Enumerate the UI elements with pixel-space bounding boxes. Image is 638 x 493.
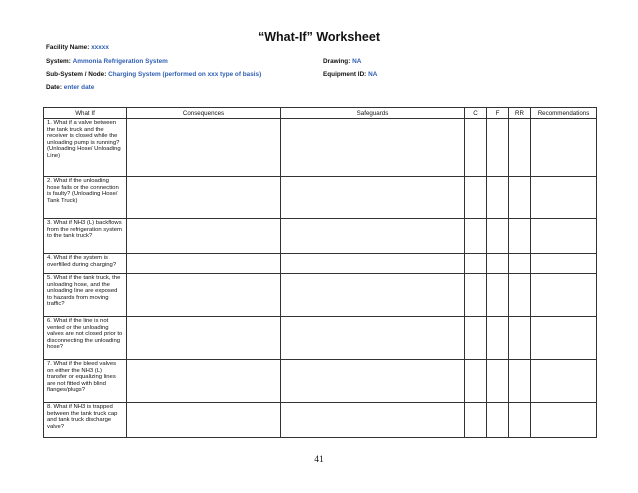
rr-cell[interactable] bbox=[509, 254, 531, 274]
what-if-cell: 3. What if NH3 (L) backflows from the refrigeration system to the tank truck? bbox=[44, 219, 127, 254]
safeguards-cell[interactable] bbox=[281, 119, 465, 177]
consequences-cell[interactable] bbox=[127, 177, 281, 219]
header-recommendations: Recommendations bbox=[531, 108, 597, 119]
date-label: Date: bbox=[46, 84, 62, 91]
f-cell[interactable] bbox=[487, 274, 509, 317]
what-if-cell: 8. What if NH3 is trapped between the tank truck cap and tank truck discharge valve? bbox=[44, 403, 127, 438]
what-if-cell: 2. What if the unloading hose fails or the connection is faulty? (Unloading Hose/ Tank Truck) bbox=[44, 177, 127, 219]
header-rr: RR bbox=[509, 108, 531, 119]
c-cell[interactable] bbox=[465, 254, 487, 274]
drawing-label: Drawing: bbox=[323, 58, 351, 65]
table-row bbox=[44, 403, 597, 438]
table-row bbox=[44, 317, 597, 360]
header-what-if: What If bbox=[44, 108, 127, 119]
recommendations-cell[interactable] bbox=[531, 219, 597, 254]
consequences-cell[interactable] bbox=[127, 274, 281, 317]
c-cell[interactable] bbox=[465, 177, 487, 219]
what-if-cell: 6. What if the line is not vented or the unloading valves are not closed prior to disconnecting the unloading hose? bbox=[44, 317, 127, 360]
safeguards-cell[interactable] bbox=[281, 177, 465, 219]
f-cell[interactable] bbox=[487, 360, 509, 403]
subsystem-value: Charging System (performed on xxx type of basis) bbox=[108, 71, 262, 78]
recommendations-cell[interactable] bbox=[531, 177, 597, 219]
c-cell[interactable] bbox=[465, 119, 487, 177]
safeguards-cell[interactable] bbox=[281, 403, 465, 438]
recommendations-cell[interactable] bbox=[531, 403, 597, 438]
drawing-field bbox=[323, 58, 361, 65]
table-row bbox=[44, 219, 597, 254]
facility-name-label: Facility Name: bbox=[46, 44, 90, 51]
date-field bbox=[46, 84, 94, 91]
f-cell[interactable] bbox=[487, 219, 509, 254]
page-number: 41 bbox=[314, 455, 324, 465]
header-safeguards: Safeguards bbox=[281, 108, 465, 119]
recommendations-cell[interactable] bbox=[531, 254, 597, 274]
header-consequences: Consequences bbox=[127, 108, 281, 119]
safeguards-cell[interactable] bbox=[281, 274, 465, 317]
table-row bbox=[44, 274, 597, 317]
what-if-cell: 5. What if the tank truck, the unloading hose, and the unloading line are exposed to hazards from moving traffic? bbox=[44, 274, 127, 317]
f-cell[interactable] bbox=[487, 403, 509, 438]
c-cell[interactable] bbox=[465, 403, 487, 438]
consequences-cell[interactable] bbox=[127, 254, 281, 274]
facility-name-value: xxxxx bbox=[91, 44, 109, 51]
consequences-cell[interactable] bbox=[127, 403, 281, 438]
c-cell[interactable] bbox=[465, 360, 487, 403]
f-cell[interactable] bbox=[487, 254, 509, 274]
rr-cell[interactable] bbox=[509, 403, 531, 438]
header-c: C bbox=[465, 108, 487, 119]
consequences-cell[interactable] bbox=[127, 219, 281, 254]
f-cell[interactable] bbox=[487, 177, 509, 219]
worksheet-title: “What-If” Worksheet bbox=[258, 30, 380, 44]
header-f: F bbox=[487, 108, 509, 119]
table-row bbox=[44, 119, 597, 177]
consequences-cell[interactable] bbox=[127, 119, 281, 177]
what-if-table bbox=[43, 107, 597, 438]
safeguards-cell[interactable] bbox=[281, 360, 465, 403]
system-value: Ammonia Refrigeration System bbox=[72, 58, 168, 65]
safeguards-cell[interactable] bbox=[281, 317, 465, 360]
equipment-id-field bbox=[323, 71, 377, 78]
table-row bbox=[44, 360, 597, 403]
subsystem-label: Sub-System / Node: bbox=[46, 71, 107, 78]
what-if-cell: 1. What if a valve between the tank truck and the receiver is closed while the unloading pump is running? (Unloading Hose/ Unloading Line) bbox=[44, 119, 127, 177]
rr-cell[interactable] bbox=[509, 219, 531, 254]
c-cell[interactable] bbox=[465, 274, 487, 317]
facility-name-field bbox=[46, 44, 109, 51]
rr-cell[interactable] bbox=[509, 119, 531, 177]
subsystem-field bbox=[46, 71, 261, 78]
recommendations-cell[interactable] bbox=[531, 119, 597, 177]
c-cell[interactable] bbox=[465, 219, 487, 254]
recommendations-cell[interactable] bbox=[531, 317, 597, 360]
what-if-cell: 4. What if the system is overfilled during charging? bbox=[44, 254, 127, 274]
equipment-id-label: Equipment ID: bbox=[323, 71, 367, 78]
f-cell[interactable] bbox=[487, 317, 509, 360]
rr-cell[interactable] bbox=[509, 274, 531, 317]
table-row bbox=[44, 254, 597, 274]
safeguards-cell[interactable] bbox=[281, 254, 465, 274]
drawing-value: NA bbox=[352, 58, 362, 65]
table-row bbox=[44, 177, 597, 219]
table-header-row bbox=[44, 108, 597, 119]
rr-cell[interactable] bbox=[509, 360, 531, 403]
f-cell[interactable] bbox=[487, 119, 509, 177]
rr-cell[interactable] bbox=[509, 177, 531, 219]
consequences-cell[interactable] bbox=[127, 360, 281, 403]
system-label: System: bbox=[46, 58, 71, 65]
date-value: enter date bbox=[63, 84, 95, 91]
system-field bbox=[46, 58, 168, 65]
consequences-cell[interactable] bbox=[127, 317, 281, 360]
safeguards-cell[interactable] bbox=[281, 219, 465, 254]
rr-cell[interactable] bbox=[509, 317, 531, 360]
equipment-id-value: NA bbox=[368, 71, 378, 78]
recommendations-cell[interactable] bbox=[531, 274, 597, 317]
what-if-cell: 7. What if the bleed valves on either the NH3 (L) transfer or equalizing lines are not fitted with blind flanges/plugs? bbox=[44, 360, 127, 403]
c-cell[interactable] bbox=[465, 317, 487, 360]
recommendations-cell[interactable] bbox=[531, 360, 597, 403]
